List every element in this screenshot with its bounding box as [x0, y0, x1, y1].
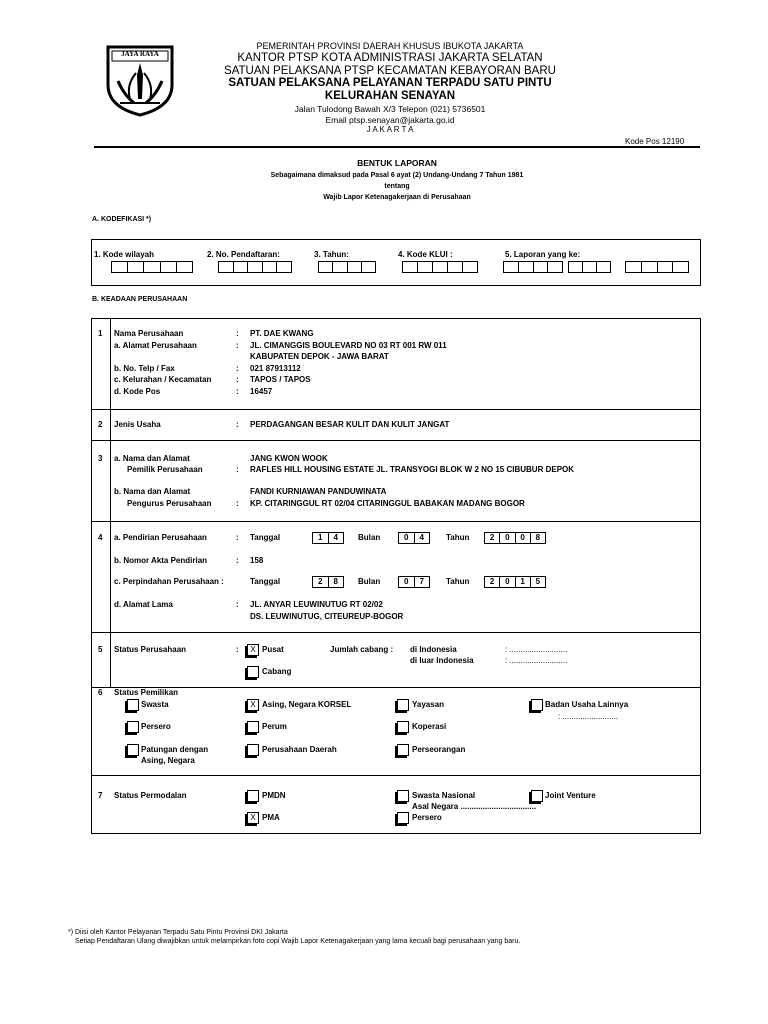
perpindahan-bulan-boxes[interactable]: 0 7 [398, 576, 430, 588]
perpindahan-tahun-label: Tahun [446, 577, 470, 586]
badan-usaha-dots: : ......................... [558, 712, 619, 721]
row-divider-4 [91, 632, 701, 633]
persero-label: Persero [141, 722, 171, 731]
colon: : [236, 645, 239, 654]
kode-pos-label: d. Kode Pos [114, 387, 161, 396]
row6-number: 6 [98, 688, 103, 697]
tahun-label: 3. Tahun: [314, 250, 349, 259]
perusahaan-daerah-label: Perusahaan Daerah [262, 745, 337, 754]
colon: : [236, 420, 239, 429]
no-pendaftaran-label: 2. No. Pendaftaran: [207, 250, 280, 259]
colon: : [236, 387, 239, 396]
form-subtitle-1: Sebagaimana dimaksud pada Pasal 6 ayat (2) Undang-Undang 7 Tahun 1981 [270, 172, 524, 179]
koperasi-checkbox[interactable] [397, 721, 409, 733]
yayasan-label: Yayasan [412, 700, 445, 709]
perpindahan-bulan-label: Bulan [358, 577, 381, 586]
colon: : [236, 600, 239, 609]
pusat-checkbox[interactable]: X [247, 644, 259, 656]
pendirian-tanggal-boxes[interactable]: 1 4 [312, 532, 344, 544]
perum-checkbox[interactable] [247, 721, 259, 733]
perpindahan-label: c. Perpindahan Perusahaan : [114, 577, 224, 586]
row2-number: 2 [98, 420, 103, 429]
laporan-ke-label: 5. Laporan yang ke: [505, 250, 581, 259]
colon: : [236, 364, 239, 373]
asing-checkbox[interactable]: X [247, 699, 259, 711]
row-divider-6 [91, 775, 701, 776]
row-divider-2 [91, 440, 701, 441]
pendirian-bulan-label: Bulan [358, 533, 381, 542]
header-email: Email ptsp.senayan@jakarta.go.id [325, 115, 455, 125]
kode-wilayah-label: 1. Kode wilayah [94, 250, 155, 259]
pengurus-label-1: b. Nama dan Alamat [114, 487, 191, 496]
jenis-usaha-value: PERDAGANGAN BESAR KULIT DAN KULIT JANGAT [250, 420, 450, 429]
badan-usaha-label: Badan Usaha Lainnya [545, 700, 629, 709]
jumlah-cabang-label: Jumlah cabang : [330, 645, 394, 654]
logo-text: JAYA RAYA [121, 50, 159, 58]
asal-negara-label: Asal Negara .................................. [412, 802, 537, 811]
perpindahan-tanggal-label: Tanggal [250, 577, 281, 586]
row-divider-3 [91, 521, 701, 522]
di-luar-indonesia-dots: : .......................... [505, 656, 568, 665]
cabang-checkbox[interactable] [247, 666, 259, 678]
perusahaan-daerah-checkbox[interactable] [247, 744, 259, 756]
row3-number: 3 [98, 454, 103, 463]
section-a-label: A. KODEFIKASI *) [92, 216, 152, 223]
pemilik-name: JANG KWON WOOK [250, 454, 328, 463]
footnote-2: Setiap Pendaftaran Ulang diwajibkan untuk melampirkan foto copi Wajib Lapor Ketenagakerjaan yang lama kecuali bagi perusahaan yang baru. [75, 938, 521, 945]
pendirian-tahun-label: Tahun [446, 533, 470, 542]
alamat-perusahaan-value-1: JL. CIMANGGIS BOULEVARD NO 03 RT 001 RW 011 [250, 341, 447, 350]
persero-modal-checkbox[interactable] [397, 812, 409, 824]
row-divider-1 [91, 409, 701, 410]
pendirian-tanggal-label: Tanggal [250, 533, 281, 542]
nama-perusahaan-label: Nama Perusahaan [114, 329, 184, 338]
nomor-akta-label: b. Nomor Akta Pendirian [114, 556, 208, 565]
no-pendaftaran-boxes[interactable] [218, 261, 292, 273]
footnote-1: *) Diisi oleh Kantor Pelayanan Terpadu Satu Pintu Provinsi DKI Jakarta [68, 929, 288, 936]
badan-usaha-checkbox[interactable] [531, 699, 543, 711]
row4-number: 4 [98, 533, 103, 542]
pemilik-address: RAFLES HILL HOUSING ESTATE JL. TRANSYOGI BLOK W 2 NO 15 CIBUBUR DEPOK [250, 465, 575, 474]
pengurus-address: KP. CITARINGGUL RT 02/04 CITARINGGUL BABAKAN MADANG BOGOR [250, 499, 525, 508]
form-subtitle-3: Wajib Lapor Ketenagakerjaan di Perusahaan [323, 194, 471, 201]
status-pemilikan-label: Status Pemilikan [114, 688, 179, 697]
kode-wilayah-boxes[interactable] [111, 261, 193, 273]
perum-label: Perum [262, 722, 287, 731]
alamat-lama-value-2: DS. LEUWINUTUG, CITEUREUP-BOGOR [250, 612, 404, 621]
di-indonesia-label: di Indonesia [410, 645, 457, 654]
no-telp-value: 021 87913112 [250, 364, 301, 373]
patungan-checkbox[interactable] [127, 744, 139, 756]
header-line5: KELURAHAN SENAYAN [324, 90, 456, 102]
jenis-usaha-label: Jenis Usaha [114, 420, 161, 429]
colon: : [236, 341, 239, 350]
laporan-ke-boxes-2[interactable] [568, 261, 611, 273]
row1-number: 1 [98, 329, 103, 338]
kelurahan-label: c. Kelurahan / Kecamatan [114, 375, 212, 384]
colon: : [236, 556, 239, 565]
pemilik-label-2: Pemilik Perusahaan [127, 465, 203, 474]
pmdn-checkbox[interactable] [247, 790, 259, 802]
colon: : [236, 375, 239, 384]
colon: : [236, 533, 239, 542]
pendirian-bulan-boxes[interactable]: 0 4 [398, 532, 430, 544]
nomor-akta-value: 158 [250, 556, 264, 565]
alamat-lama-label: d. Alamat Lama [114, 600, 173, 609]
pma-checkbox[interactable]: X [247, 812, 259, 824]
no-telp-label: b. No. Telp / Fax [114, 364, 175, 373]
section-b-label: B. KEADAAN PERUSAHAAN [92, 296, 188, 303]
header-city: J A K A R T A [366, 125, 414, 134]
colon: : [236, 329, 239, 338]
colon: : [236, 465, 239, 474]
joint-venture-checkbox[interactable] [531, 790, 543, 802]
alamat-perusahaan-label: a. Alamat Perusahaan [114, 341, 197, 350]
pengurus-name: FANDI KURNIAWAN PANDUWINATA [250, 487, 387, 496]
joint-venture-label: Joint Venture [545, 791, 596, 800]
pma-label: PMA [262, 813, 280, 822]
tahun-boxes[interactable] [318, 261, 376, 273]
kode-klui-boxes[interactable] [402, 261, 478, 273]
swasta-nasional-label: Swasta Nasional [412, 791, 476, 800]
pusat-label: Pusat [262, 645, 284, 654]
header-line1: PEMERINTAH PROVINSI DAERAH KHUSUS IBUKOTA JAKARTA [256, 41, 524, 51]
kode-pos-value: 16457 [250, 387, 273, 396]
pemilik-label-1: a. Nama dan Alamat [114, 454, 190, 463]
pendirian-label: a. Pendirian Perusahaan [114, 533, 207, 542]
pendirian-tahun-boxes[interactable]: 2 0 0 8 [484, 532, 546, 544]
nama-perusahaan-value: PT. DAE KWANG [250, 329, 314, 338]
kode-klui-label: 4. Kode KLUI : [398, 250, 453, 259]
pmdn-label: PMDN [262, 791, 286, 800]
row7-number: 7 [98, 791, 103, 800]
kelurahan-value: TAPOS / TAPOS [250, 375, 311, 384]
patungan-label-2: Asing, Negara [141, 756, 195, 765]
asing-label: Asing, Negara KORSEL [262, 700, 352, 709]
perseorangan-label: Perseorangan [412, 745, 466, 754]
header-line2: KANTOR PTSP KOTA ADMINISTRASI JAKARTA SELATAN [237, 52, 543, 64]
swasta-checkbox[interactable] [127, 699, 139, 711]
header-divider [94, 146, 700, 148]
persero-modal-label: Persero [412, 813, 442, 822]
persero-checkbox[interactable] [127, 721, 139, 733]
pengurus-label-2: Pengurus Perusahaan [127, 499, 212, 508]
header-line3: SATUAN PELAKSANA PTSP KECAMATAN KEBAYORAN BARU [224, 65, 556, 77]
perpindahan-tanggal-boxes[interactable]: 2 8 [312, 576, 344, 588]
yayasan-checkbox[interactable] [397, 699, 409, 711]
laporan-ke-boxes-3[interactable] [625, 261, 689, 273]
laporan-ke-boxes-1[interactable] [503, 261, 563, 273]
row5-number: 5 [98, 645, 103, 654]
perseorangan-checkbox[interactable] [397, 744, 409, 756]
status-perusahaan-label: Status Perusahaan [114, 645, 187, 654]
di-indonesia-dots: : .......................... [505, 645, 568, 654]
header-address: Jalan Tulodong Bawah X/3 Telepon (021) 5736501 [294, 104, 486, 114]
swasta-nasional-checkbox[interactable] [397, 790, 409, 802]
form-title: BENTUK LAPORAN [357, 158, 437, 168]
cabang-label: Cabang [262, 667, 292, 676]
row-divider-5 [91, 687, 701, 688]
patungan-label-1: Patungan dengan [141, 745, 209, 754]
koperasi-label: Koperasi [412, 722, 447, 731]
di-luar-indonesia-label: di luar Indonesia [410, 656, 474, 665]
status-permodalan-label: Status Permodalan [114, 791, 187, 800]
swasta-label: Swasta [141, 700, 169, 709]
form-subtitle-2: tentang [384, 183, 410, 190]
perpindahan-tahun-boxes[interactable]: 2 0 1 5 [484, 576, 546, 588]
header-postcode: Kode Pos 12190 [625, 137, 685, 146]
colon: : [236, 499, 239, 508]
alamat-lama-value-1: JL. ANYAR LEUWINUTUG RT 02/02 [250, 600, 383, 609]
header-line4: SATUAN PELAKSANA PELAYANAN TERPADU SATU PINTU [228, 77, 552, 89]
alamat-perusahaan-value-2: KABUPATEN DEPOK - JAWA BARAT [250, 352, 389, 361]
